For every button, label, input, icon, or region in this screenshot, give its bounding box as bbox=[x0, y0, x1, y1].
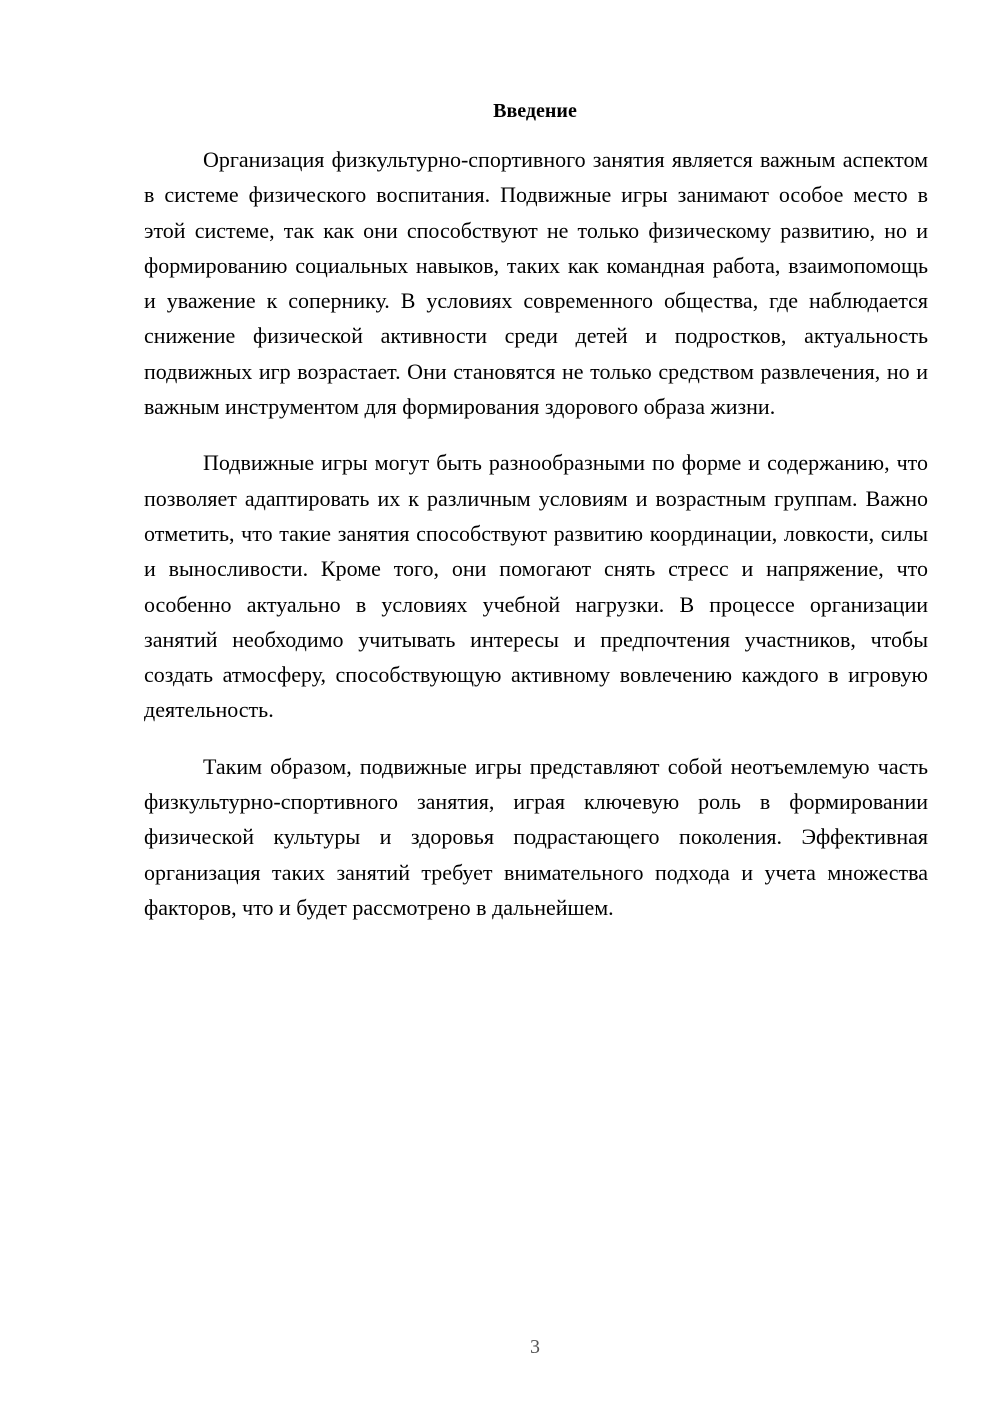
section-heading: Введение bbox=[493, 100, 577, 122]
paragraph-3: Таким образом, подвижные игры представляют собой неотъемлемую часть физкультурно-спортивного занятия, играя ключевую роль в формировании физической культуры и здоровья подрастающего поколения. Эффективная организация таких занятий требует внимательного подхода и учета множества факторов, что и будет рассмотрено в дальнейшем. bbox=[144, 753, 928, 920]
paragraph-1: Организация физкультурно-спортивного занятия является важным аспектом в системе физического воспитания. Подвижные игры занимают особое место в этой системе, так как они способствуют не только физическому развитию, но и формированию социальных навыков, таких как командная работа, взаимопомощь и уважение к сопернику. В условиях современного общества, где наблюдается снижение физической активности среди детей и подростков, актуальность подвижных игр возрастает. Они становятся не только средством развлечения, но и важным инструментом для формирования здорового образа жизни. bbox=[144, 147, 928, 420]
page-number: 3 bbox=[530, 1336, 540, 1358]
paragraph-2: Подвижные игры могут быть разнообразными по форме и содержанию, что позволяет адаптировать их к различным условиям и возрастным группам. Важно отметить, что такие занятия способствуют развитию координации, ловкости, силы и выносливости. Кроме того, они помогают снять стресс и напряжение, что особенно актуально в условиях учебной нагрузки. В процессе организации занятий необходимо учитывать интересы и предпочтения участников, чтобы создать атмосферу, способствующую активному вовлечению каждого в игровую деятельность. bbox=[144, 450, 928, 723]
body-text bbox=[144, 142, 928, 925]
